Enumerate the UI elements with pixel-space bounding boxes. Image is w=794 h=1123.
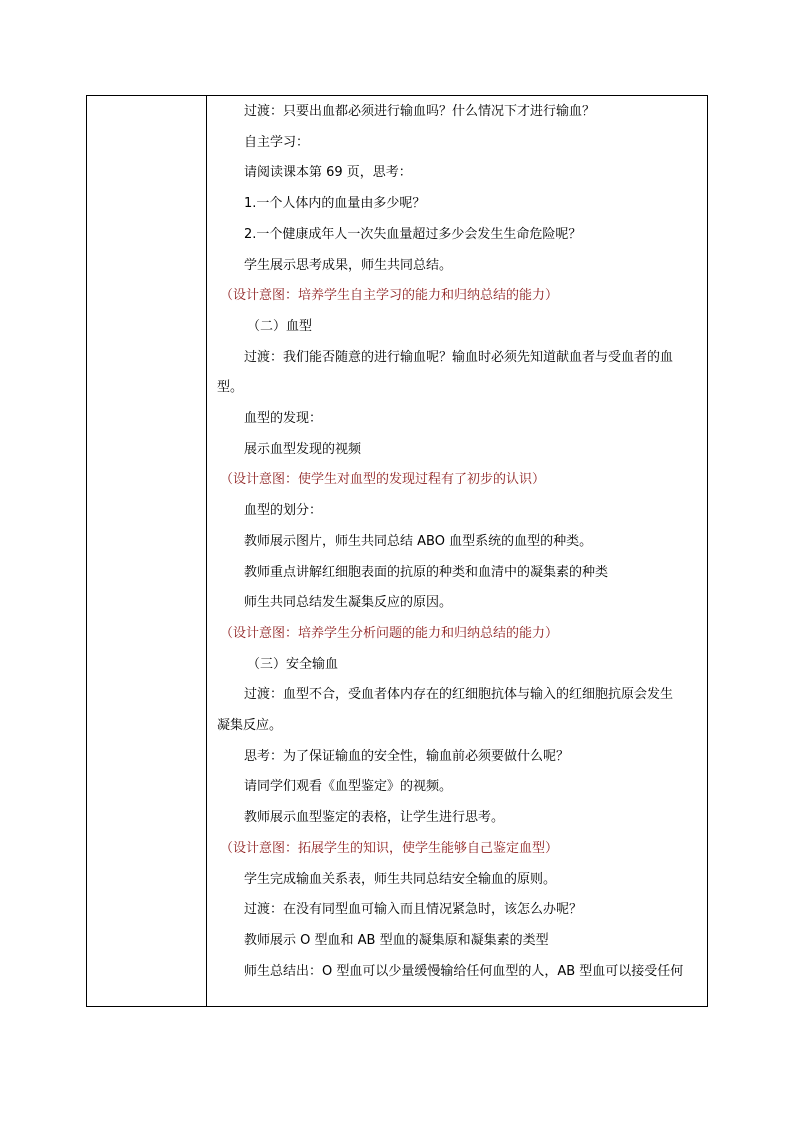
design-intent-line: （设计意图：拓展学生的知识，使学生能够自己鉴定血型） — [220, 840, 559, 856]
text-line: 请同学们观看《血型鉴定》的视频。 — [244, 779, 453, 795]
text-line: 自主学习： — [244, 134, 310, 150]
table-right-column — [208, 96, 707, 1006]
text-line: 学生展示思考成果，师生共同总结。 — [244, 257, 453, 273]
text-line: 请阅读课本第 69 页，思考： — [244, 165, 412, 181]
text-line: 教师展示图片，师生共同总结 ABO 血型系统的血型的种类。 — [244, 533, 593, 549]
text-line: 教师展示血型鉴定的表格，让学生进行思考。 — [244, 810, 505, 826]
text-line: 过渡：我们能否随意的进行输血呢？输血时必须先知道献血者与受血者的血 — [244, 349, 674, 365]
table-left-column — [87, 96, 207, 1006]
text-line: 教师展示 O 型血和 AB 型血的凝集原和凝集素的类型 — [244, 932, 549, 948]
text-line: 过渡：在没有同型血可输入而且情况紧急时，该怎么办呢？ — [244, 902, 583, 918]
text-line: 思考：为了保证输血的安全性，输血前必须要做什么呢？ — [244, 748, 570, 764]
text-line: 学生完成输血关系表，师生共同总结安全输血的原则。 — [244, 871, 557, 887]
text-line: 师生总结出：O 型血可以少量缓慢输给任何血型的人，AB 型血可以接受任何 — [244, 963, 684, 979]
text-line: 过渡：血型不合，受血者体内存在的红细胞抗体与输入的红细胞抗原会发生 — [244, 687, 674, 703]
section-heading: （三）安全输血 — [247, 656, 339, 672]
lesson-table — [86, 95, 708, 1007]
text-line: 血型的发现： — [244, 411, 323, 426]
section-heading: （二）血型 — [247, 318, 313, 334]
text-line: 凝集反应。 — [217, 718, 283, 733]
text-line: 1.一个人体内的血量由多少呢？ — [244, 196, 426, 212]
design-intent-line: （设计意图：培养学生自主学习的能力和归纳总结的能力） — [220, 288, 559, 304]
text-line: 教师重点讲解红细胞表面的抗原的种类和血清中的凝集素的种类 — [244, 564, 609, 580]
text-line: 2.一个健康成年人一次失血量超过多少会发生生命危险呢？ — [244, 226, 582, 242]
text-line: 型。 — [217, 380, 244, 396]
design-intent-line: （设计意图：培养学生分析问题的能力和归纳总结的能力） — [220, 625, 559, 641]
text-line: 展示血型发现的视频 — [244, 441, 362, 457]
text-line: 师生共同总结发生凝集反应的原因。 — [244, 595, 453, 611]
design-intent-line: （设计意图：使学生对血型的发现过程有了初步的认识） — [220, 472, 546, 488]
text-line: 过渡：只要出血都必须进行输血吗？什么情况下才进行输血？ — [244, 104, 596, 119]
text-line: 血型的划分： — [244, 503, 323, 519]
